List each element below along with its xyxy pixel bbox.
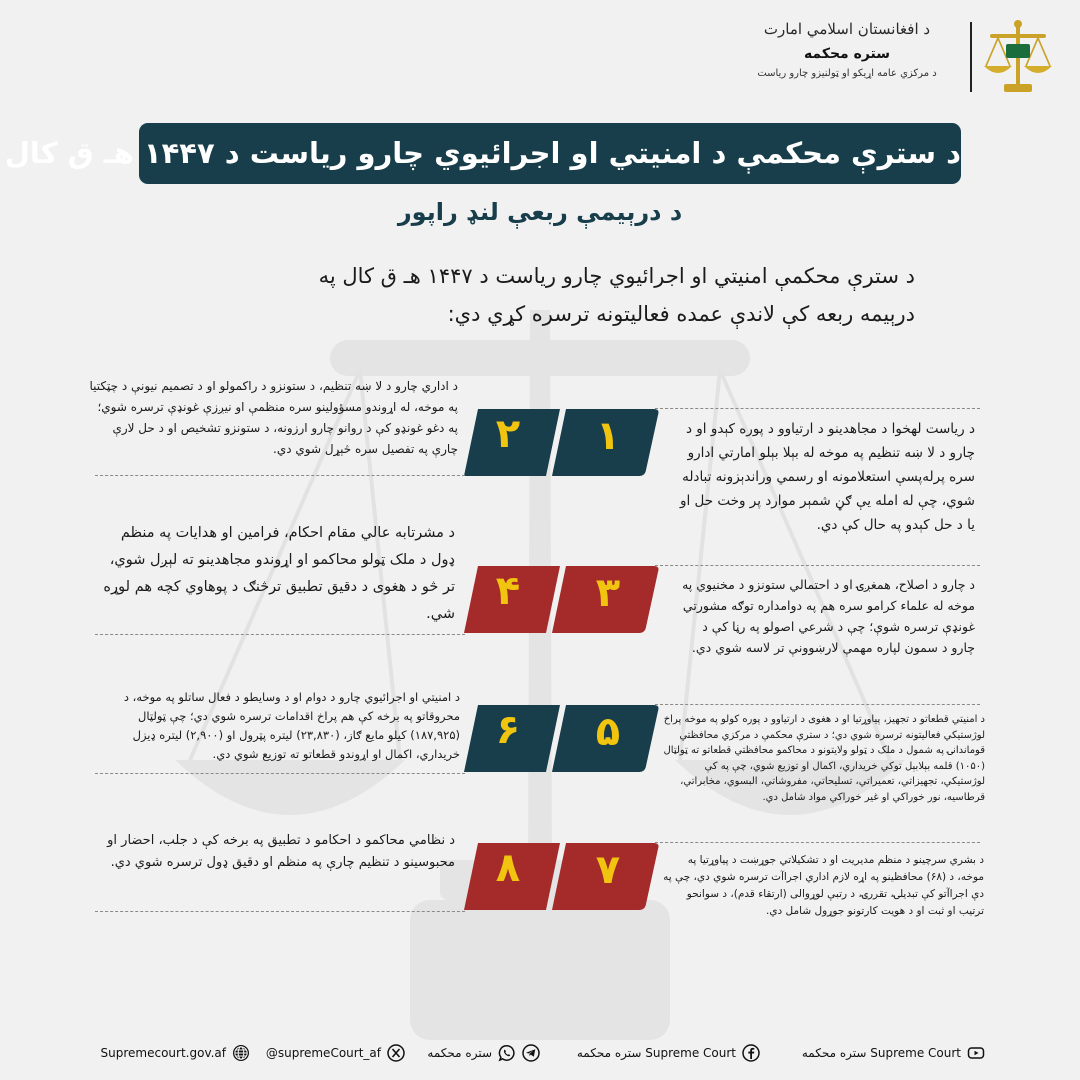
item-text-7: د بشري سرچينو د منظم مديريت او د تشکيلاتي جوړښت د پياوړتيا په موخه، د (۶۸) محافظينو په اړه لازم اداري اجراآت ترسره شوي دي، چې په دې اجراآتو کې تبديلۍ، تقررۍ، د رتبې لوړوالی (ارتقاء قدم)، د سوانحو ترتيب او ثبت او د هويت کارتونو جوړول شامل دي. [663, 854, 984, 917]
item-text-2: د اداري چارو د لا ښه تنظيم، د ستونزو د راکمولو او د تصميم نيونې د چټکتيا په موخه، له اړوندو مسؤولينو سره منظمې او نيږزې غونډې ترسره شوي؛ په دغو غونډو کې د روانو چارو ارزونه، د ستونزو تشخيص او د حل لارې چارې په تفصيل سره څېړل شوي دي. [89, 379, 458, 456]
item-text-5: د امنيتي قطعاتو د تجهيز، پياوړتيا او د هغوی د ارتياوو د پوره کولو په موخه پراخ لوژستيکي فعاليتونه ترسره شوي دي؛ د سترې محکمې د مرکزي محافظتي قوماندانۍ په شمول د ملک د ټولو ولايتونو د محاکمو محافظتي قطعاتو ته ټولټال (۱۰۵۰) قلمه بېلابېل توکي خريداري، اکمال او توزيع شوي، چې په کې لوژستيکي، تجهيزاتي، تعميراتي، تسليحاتي، مفروشاتي، البسوي، مخابراتي، قرطاسيه، نور خوراکي او غير خوراکي مواد شامل دي. [663, 714, 985, 803]
logo-name: ستره محکمه [803, 46, 891, 62]
item-text-6: د امنيتي او اجرائيوي چارو د دوام او د وسايطو د فعال ساتلو په موخه، د محروقاتو په برخه کې هم پراخ اقدامات ترسره شوي دي؛ چې ټولټال (۱۸۷,۹۲۵) کيلو مايع ګاز، (۲۳,۸۳۰) ليتره پټرول او (۲,۹۰۰) ليتره ډيزل خريداري، اکمال او اړوندو قطعاتو ته توزيع شوي دي. [123, 690, 460, 761]
item-text-8: د نظامي محاکمو د احکامو د تطبيق په برخه کې د جلب، احضار او محبوسينو د تنظيم چارې په منظم او دقيق ډول ترسره شوي دي. [107, 833, 455, 870]
item-text-1: د رياست لهخوا د مجاهدينو د ارتياوو د پوره کېدو او د چارو د لا ښه تنظيم په موخه له بېلا بېلو امارتي ادارو سره پرله‌پسې استعلامونه او رسمي وراندېزونه تبادله شوي، چې له امله يې ګڼ شمېر موارد پر وخت حل او يا د حل کېدو په حال کې دي. [679, 421, 975, 533]
item-number-1: ۱ [595, 413, 621, 459]
item-text-3: د چارو د اصلاح، همغږۍ او د احتمالي ستونزو د مخنيوي په موخه له علماء کرامو سره هم په دوامداره توګه مشورتي غونډې ترسره شوې؛ چې د شرعي اصولو په رڼا کې د چارو د سمون لپاره مهمې لارښوونې تر لاسه شوي دي. [682, 577, 975, 655]
telegram-whatsapp-label: ستره محکمه [427, 1046, 492, 1060]
item-number-3: ۳ [595, 570, 621, 616]
item-number-8: ۸ [495, 845, 521, 891]
divider-line [95, 911, 465, 912]
divider-line [95, 634, 465, 635]
logo-calligraphy: د افغانستان اسلامي امارت [763, 20, 931, 38]
divider-line [95, 773, 465, 774]
facebook-label: ستره محکمه Supreme Court [576, 1046, 736, 1060]
footer-youtube[interactable] [802, 1040, 985, 1066]
item-number-6: ۶ [495, 707, 521, 753]
item-number-5: ۵ [595, 709, 621, 755]
facebook-icon [742, 1044, 760, 1062]
divider-line [655, 565, 980, 566]
footer-website[interactable] [101, 1040, 250, 1066]
report-title: د سترې محکمې د امنيتي او اجرائيوي چارو رياست د ۱۴۴۷ هـ ق کال [139, 123, 961, 184]
website-label: Supremecourt.gov.af [100, 1046, 226, 1060]
intro-paragraph: د سترې محکمې امنيتي او اجرائيوي چارو رياست د ۱۴۴۷ هـ ق کال په درېيمه ربعه کې لاندې عمده فعاليتونه ترسره کړي دي: [318, 264, 915, 326]
footer [85, 1040, 985, 1066]
footer-x[interactable] [266, 1040, 405, 1066]
item-number-7: ۷ [595, 847, 621, 893]
globe-icon [232, 1044, 250, 1062]
report-subtitle: د درېيمې ربعې لنډ راپور [397, 198, 683, 226]
x-icon [387, 1044, 405, 1062]
whatsapp-icon [498, 1044, 516, 1062]
item-text-4: د مشرتابه عالي مقام احکام، فرامين او هدايات په منظم ډول د ملک ټولو محاکمو او اړوندو مجاهدينو ته لېږل شوي، تر څو د هغوی د دقيق تطبيق ترڅنګ د پوهاوي کچه هم لوړه شي. [103, 525, 455, 622]
divider-line [95, 475, 465, 476]
item-number-2: ۲ [495, 411, 521, 457]
item-number-4: ۴ [495, 568, 521, 614]
divider-line [655, 408, 980, 409]
footer-facebook[interactable] [577, 1040, 760, 1066]
footer-telegram-whatsapp[interactable] [427, 1040, 540, 1066]
youtube-label: ستره محکمه Supreme Court [801, 1046, 961, 1060]
telegram-icon [522, 1044, 540, 1062]
youtube-icon [967, 1044, 985, 1062]
x-handle: @supremeCourt_af [265, 1046, 381, 1060]
divider-line [655, 704, 980, 705]
logo-subtitle: د مرکزي عامه اړیکو او ټولنیزو چارو ریاست [757, 68, 937, 79]
divider-line [655, 842, 980, 843]
